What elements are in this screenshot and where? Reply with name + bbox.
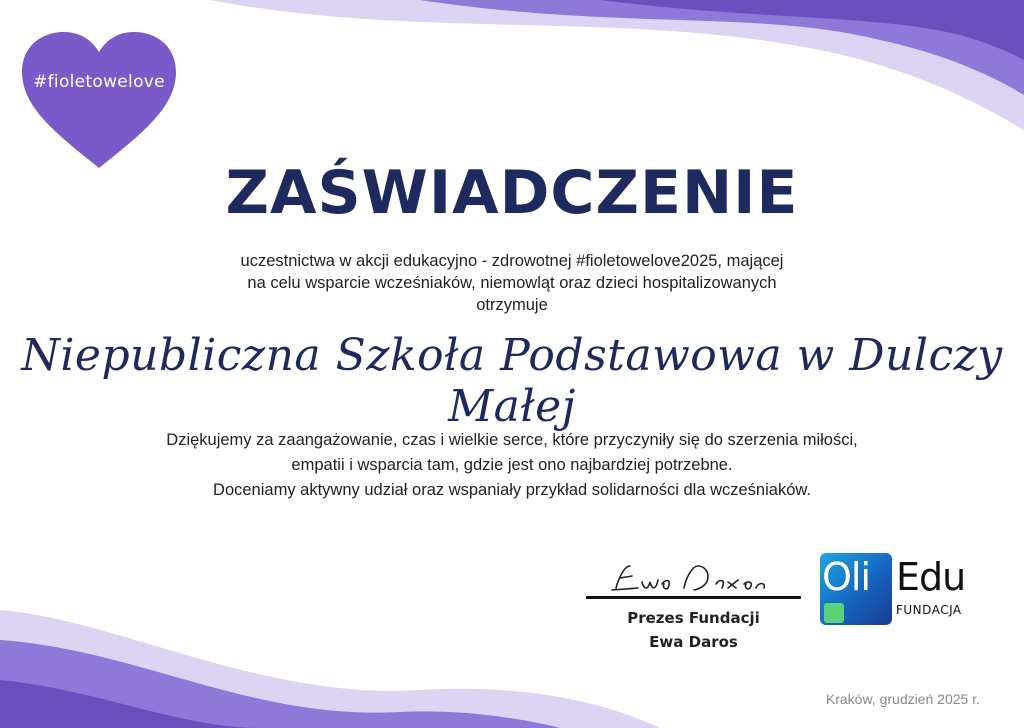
signatory-role: Prezes Fundacji <box>627 609 760 627</box>
intro-text <box>112 250 912 316</box>
signatory-name: Ewa Daros <box>649 633 738 651</box>
thanks-line-2: empatii i wsparcia tam, gdzie jest ono najbardziej potrzebne. <box>291 456 733 474</box>
logo-subtitle: FUNDACJA <box>896 603 962 617</box>
oliedu-logo <box>820 553 980 633</box>
place-date: Kraków, grudzień 2025 r. <box>825 691 980 707</box>
thanks-text <box>62 428 962 503</box>
logo-green-square <box>824 603 844 623</box>
thanks-line-1: Dziękujemy za zaangażowanie, czas i wielkie serce, które przyczyniły się do szerzenia miłości, <box>166 431 858 449</box>
hashtag-text: #fioletowelove <box>33 72 165 92</box>
heart-icon <box>18 30 180 170</box>
handwritten-signature <box>598 558 778 598</box>
signature-line <box>586 596 801 599</box>
certificate-title: ZAŚWIADCZENIE <box>225 158 799 228</box>
logo-edu-text: Edu <box>896 555 966 599</box>
signature-block <box>586 606 801 654</box>
logo-box <box>820 553 892 625</box>
logo-oli-text: Oli <box>822 555 871 599</box>
intro-line-3: otrzymuje <box>476 296 548 314</box>
recipient-name: Niepubliczna Szkoła Podstawowa w Dulczy Małej <box>21 330 1003 432</box>
intro-line-1: uczestnictwa w akcji edukacyjno - zdrowotnej #fioletowelove2025, mającej <box>240 252 784 270</box>
thanks-line-3: Doceniamy aktywny udział oraz wspaniały przykład solidarności dla wcześniaków. <box>213 481 811 499</box>
intro-line-2: na celu wsparcie wcześniaków, niemowląt oraz dzieci hospitalizowanych <box>247 274 777 292</box>
